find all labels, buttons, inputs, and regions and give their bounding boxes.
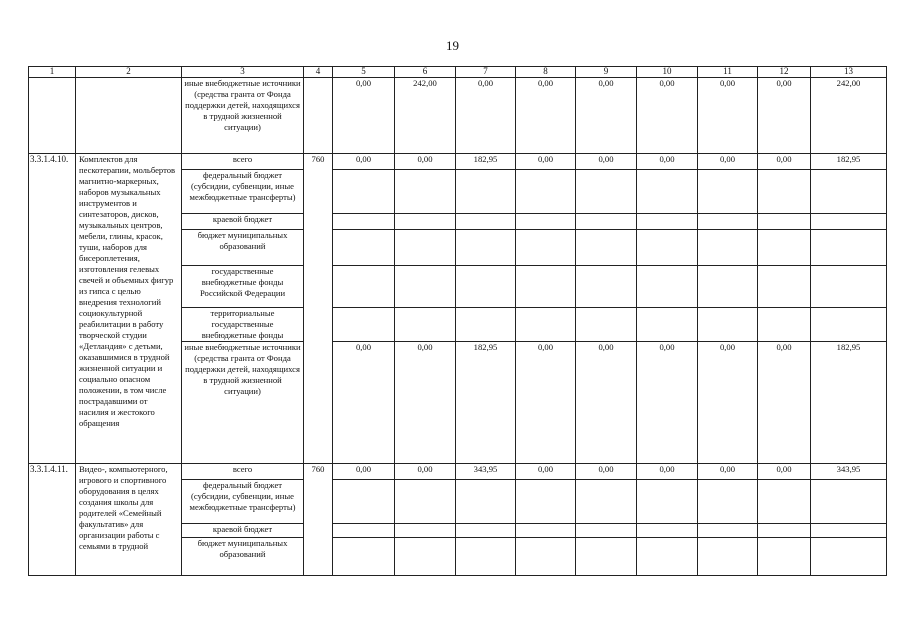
empty-cell (456, 214, 516, 230)
header-cell: 12 (758, 67, 811, 78)
value-cell: 242,00 (811, 78, 887, 154)
empty-cell (637, 480, 698, 524)
table-row (29, 464, 887, 480)
empty-cell (395, 170, 456, 214)
value-cell: 0,00 (516, 78, 576, 154)
source-cell: всего (182, 464, 304, 480)
empty-cell (811, 170, 887, 214)
header-cell: 6 (395, 67, 456, 78)
source-cell: иные внебюджетные источники (средства гранта от Фонда поддержки детей, находящихся в трудной жизненной ситуации) (182, 342, 304, 464)
header-row (29, 67, 887, 78)
header-cell: 4 (304, 67, 333, 78)
value-cell: 0,00 (637, 78, 698, 154)
table-row (29, 154, 887, 170)
empty-cell (456, 480, 516, 524)
empty-cell (333, 538, 395, 576)
value-cell: 0,00 (758, 342, 811, 464)
page-number: 19 (446, 38, 459, 53)
value-cell: 0,00 (516, 342, 576, 464)
empty-cell (333, 266, 395, 308)
value-cell: 0,00 (698, 78, 758, 154)
empty-cell (333, 170, 395, 214)
empty-cell (758, 308, 811, 342)
value-cell: 182,95 (811, 154, 887, 170)
budget-table (28, 66, 887, 576)
value-cell: 0,00 (333, 78, 395, 154)
empty-cell (758, 524, 811, 538)
empty-cell (456, 266, 516, 308)
header-cell: 11 (698, 67, 758, 78)
empty-cell (637, 214, 698, 230)
value-cell: 0,00 (395, 342, 456, 464)
empty-cell (516, 266, 576, 308)
empty-cell (758, 214, 811, 230)
source-cell: краевой бюджет (182, 524, 304, 538)
value-cell: 0,00 (576, 78, 637, 154)
value-cell: 0,00 (333, 342, 395, 464)
value-cell: 0,00 (758, 464, 811, 480)
empty-cell (576, 308, 637, 342)
value-cell: 0,00 (395, 154, 456, 170)
value-cell: 0,00 (333, 464, 395, 480)
empty-cell (637, 308, 698, 342)
empty-cell (758, 266, 811, 308)
source-cell: краевой бюджет (182, 214, 304, 230)
empty-cell (698, 170, 758, 214)
value-cell: 182,95 (456, 154, 516, 170)
empty-cell (811, 230, 887, 266)
value-cell: 0,00 (698, 342, 758, 464)
source-cell: иные внебюджетные источники (средства гранта от Фонда поддержки детей, находящихся в трудной жизненной ситуации) (182, 78, 304, 154)
value-cell: 0,00 (758, 78, 811, 154)
empty-cell (811, 308, 887, 342)
empty-cell (811, 538, 887, 576)
value-cell: 343,95 (456, 464, 516, 480)
item-name: Комплектов для пескотерапии, мольбертов магнитно-маркерных, наборов музыкальных инструментов и синтезаторов, дисков, музыкальных центров, мебели, глины, красок, туши, наборов для бисероплетения, изготовления гелевых свечей и объемных фигур из гипса с целью внедрения технологий социокультурной реабилитации в работу творческой студии «Детландия» с детьми, оказавшимися в трудной жизненной ситуации и социально опасном положении, в том числе пострадавшими от насилия и жестокого обращения (76, 154, 182, 464)
empty-cell (456, 538, 516, 576)
empty-cell (304, 78, 333, 154)
empty-cell (576, 214, 637, 230)
empty-cell (698, 480, 758, 524)
empty-cell (333, 480, 395, 524)
source-cell: федеральный бюджет (субсидии, субвенции, иные межбюджетные трансферты) (182, 480, 304, 524)
value-cell: 0,00 (395, 464, 456, 480)
empty-cell (395, 480, 456, 524)
value-cell: 242,00 (395, 78, 456, 154)
empty-cell (456, 524, 516, 538)
empty-cell (811, 524, 887, 538)
empty-cell (456, 170, 516, 214)
empty-cell (516, 538, 576, 576)
empty-cell (758, 230, 811, 266)
item-code: 3.3.1.4.11. (29, 464, 76, 576)
empty-cell (758, 538, 811, 576)
source-cell: бюджет муниципальных образований (182, 538, 304, 576)
header-cell: 1 (29, 67, 76, 78)
empty-cell (395, 214, 456, 230)
empty-cell (333, 308, 395, 342)
empty-cell (576, 230, 637, 266)
table-row (29, 78, 887, 154)
empty-cell (576, 266, 637, 308)
empty-cell (758, 170, 811, 214)
empty-cell (516, 480, 576, 524)
empty-cell (576, 538, 637, 576)
empty-cell (456, 308, 516, 342)
source-cell: территориальные государственные внебюджетные фонды (182, 308, 304, 342)
empty-cell (758, 480, 811, 524)
value-cell: 0,00 (516, 154, 576, 170)
empty-cell (516, 214, 576, 230)
value-cell: 0,00 (637, 342, 698, 464)
empty-cell (516, 308, 576, 342)
empty-cell (516, 230, 576, 266)
empty-cell (29, 78, 76, 154)
value-cell: 182,95 (456, 342, 516, 464)
value-cell: 0,00 (456, 78, 516, 154)
header-cell: 10 (637, 67, 698, 78)
empty-cell (698, 230, 758, 266)
value-cell: 0,00 (698, 464, 758, 480)
source-cell: бюджет муниципальных образований (182, 230, 304, 266)
header-cell: 13 (811, 67, 887, 78)
value-cell: 0,00 (576, 464, 637, 480)
value-cell: 0,00 (637, 464, 698, 480)
header-cell: 7 (456, 67, 516, 78)
source-cell: федеральный бюджет (субсидии, субвенции, иные межбюджетные трансферты) (182, 170, 304, 214)
empty-cell (698, 308, 758, 342)
col4-cell: 760 (304, 464, 333, 576)
value-cell: 0,00 (758, 154, 811, 170)
empty-cell (395, 538, 456, 576)
empty-cell (637, 230, 698, 266)
header-cell: 3 (182, 67, 304, 78)
empty-cell (516, 524, 576, 538)
empty-cell (395, 524, 456, 538)
empty-cell (811, 480, 887, 524)
value-cell: 0,00 (576, 154, 637, 170)
col4-cell: 760 (304, 154, 333, 464)
empty-cell (333, 524, 395, 538)
empty-cell (333, 230, 395, 266)
value-cell: 0,00 (698, 154, 758, 170)
empty-cell (637, 524, 698, 538)
empty-cell (76, 78, 182, 154)
empty-cell (698, 266, 758, 308)
value-cell: 0,00 (637, 154, 698, 170)
header-cell: 9 (576, 67, 637, 78)
empty-cell (811, 214, 887, 230)
item-code: 3.3.1.4.10. (29, 154, 76, 464)
header-cell: 8 (516, 67, 576, 78)
empty-cell (576, 524, 637, 538)
empty-cell (576, 480, 637, 524)
value-cell: 343,95 (811, 464, 887, 480)
header-cell: 5 (333, 67, 395, 78)
empty-cell (698, 524, 758, 538)
empty-cell (395, 308, 456, 342)
value-cell: 0,00 (333, 154, 395, 170)
value-cell: 0,00 (516, 464, 576, 480)
empty-cell (395, 230, 456, 266)
source-cell: государственные внебюджетные фонды Российской Федерации (182, 266, 304, 308)
empty-cell (637, 170, 698, 214)
empty-cell (516, 170, 576, 214)
source-cell: всего (182, 154, 304, 170)
empty-cell (456, 230, 516, 266)
empty-cell (333, 214, 395, 230)
empty-cell (698, 538, 758, 576)
value-cell: 0,00 (576, 342, 637, 464)
empty-cell (576, 170, 637, 214)
item-name: Видео-, компьютерного, игрового и спортивного оборудования в целях создания школы для родителей «Семейный факультатив» для организации работы с семьями в трудной (76, 464, 182, 576)
empty-cell (637, 538, 698, 576)
empty-cell (395, 266, 456, 308)
empty-cell (637, 266, 698, 308)
empty-cell (811, 266, 887, 308)
value-cell: 182,95 (811, 342, 887, 464)
empty-cell (698, 214, 758, 230)
header-cell: 2 (76, 67, 182, 78)
